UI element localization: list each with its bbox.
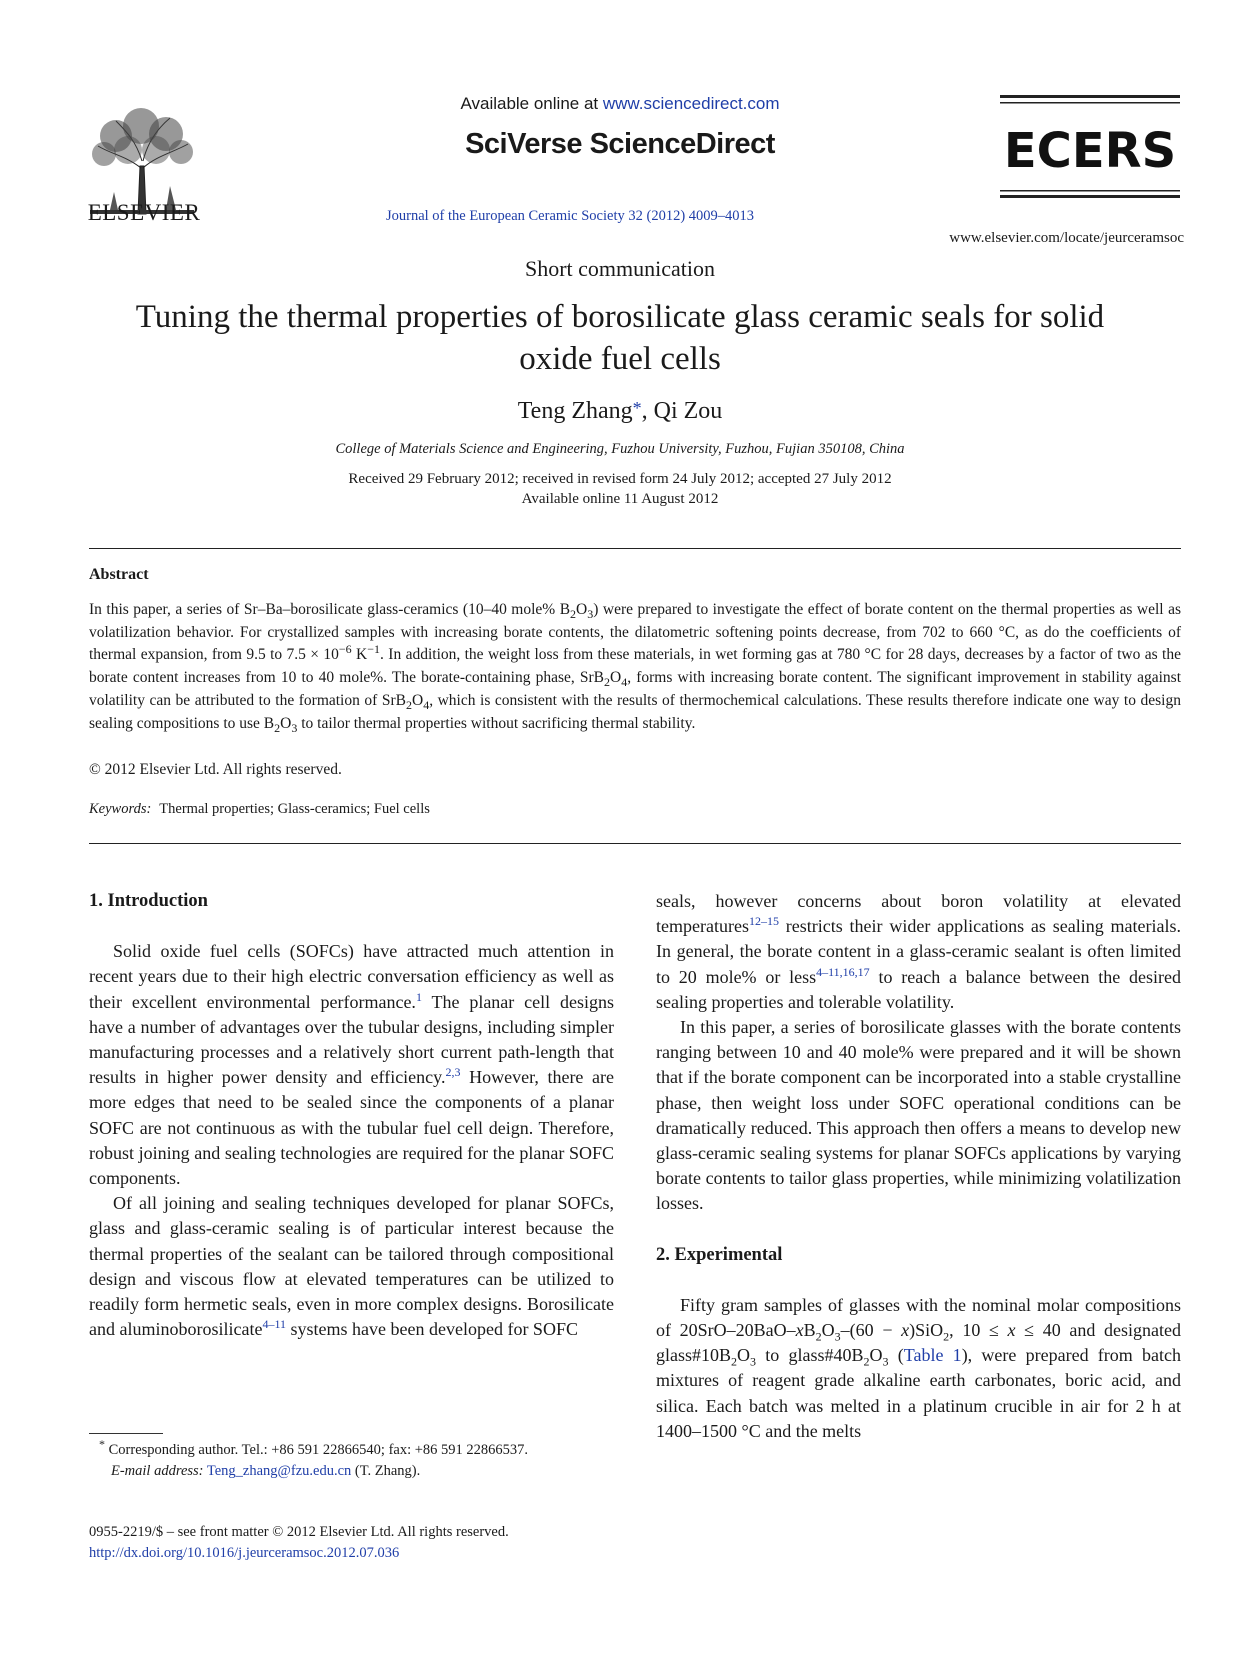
front-matter-info bbox=[89, 1522, 509, 1564]
received-dates: Received 29 February 2012; received in revised form 24 July 2012; accepted 27 July 2012 bbox=[348, 471, 892, 487]
keywords-label: Keywords: bbox=[89, 801, 152, 817]
sciencedirect-link[interactable]: www.sciencedirect.com bbox=[602, 94, 780, 113]
issn-line: 0955-2219/$ – see front matter © 2012 Elsevier Ltd. All rights reserved. bbox=[89, 1524, 509, 1540]
footnote-corresponding-text: Corresponding author. Tel.: +86 591 22866540; fax: +86 591 22866537. bbox=[108, 1442, 529, 1458]
author-list bbox=[0, 398, 1240, 425]
available-online-date: Available online 11 August 2012 bbox=[521, 491, 719, 507]
footnote-rule bbox=[89, 1433, 163, 1434]
doi-link[interactable]: http://dx.doi.org/10.1016/j.jeurceramsoc.2012.07.036 bbox=[89, 1545, 400, 1561]
article-type: Short communication bbox=[524, 256, 716, 281]
citation-link[interactable]: 12–15 bbox=[748, 914, 779, 929]
footnote-email-line bbox=[89, 1461, 629, 1482]
table-reference-link[interactable]: Table 1 bbox=[903, 1345, 962, 1366]
abstract-top-rule bbox=[89, 548, 1181, 549]
abstract-copyright: © 2012 Elsevier Ltd. All rights reserved. bbox=[89, 761, 342, 778]
ecers-journal-logo bbox=[1000, 95, 1180, 227]
intro-paragraph-3: In this paper, a series of borosilicate glasses with the borate contents ranging between 10 and 40 mole% were prepared and it will be shown that if the borate component can be incorporated into a stable crystalline phase, then weight loss under SOFC operational conditions can be dramatically reduced. This approach then offers a means to develop new glass-ceramic sealing systems for planar SOFCs applications by varying borate contents to tailor glass properties, while minimizing volatilization losses. bbox=[656, 1017, 1181, 1214]
ecers-logo-text: ECERS bbox=[1003, 123, 1177, 179]
author-affiliation: College of Materials Science and Engineering, Fuzhou University, Fuzhou, Fujian 350108, China bbox=[335, 441, 905, 457]
section-heading-experimental: 2. Experimental bbox=[656, 1244, 783, 1265]
left-column bbox=[89, 889, 614, 1342]
footnote-mark: * bbox=[99, 1437, 105, 1452]
article-title: Tuning the thermal properties of borosilicate glass ceramic seals for solid oxide fuel cells bbox=[135, 299, 1105, 377]
abstract-body: In this paper, a series of Sr–Ba–borosilicate glass-ceramics (10–40 mole% $B_2O_3$) were prepared to investigate the effect of borate content on the thermal properties as well as volatilization behavior. For crystallized samples with increasing borate contents, the dilatometric softening points decrease, from 702 to 660 °C, as do the coefficients of thermal expansion, from 9.5 to $7.5 \times 10^{-6}$ $K^{-1}$. In addition, the weight loss from these materials, in wet forming gas at 780 °C for 28 days, decreases by a factor of two as the borate content increases from 10 to 40 mole%. The borate-containing phase, $SrB_2O_4$, forms with increasing borate content. The significant improvement in stability against volatility can be attributed to the formation of $SrB_2O_4$, which is consistent with the results of thermochemical calculations. These results therefore indicate one way to design sealing compositions to use $B_2O_3$ to tailor thermal properties without sacrificing thermal stability. bbox=[89, 601, 1181, 735]
citation-link[interactable]: 4–11 bbox=[262, 1317, 287, 1332]
corresponding-author-footnote bbox=[89, 1437, 629, 1482]
email-label: E-mail address: bbox=[111, 1463, 204, 1479]
publisher-wordmark: ELSEVIER bbox=[87, 200, 201, 225]
citation-link[interactable]: 4–11,16,17 bbox=[816, 964, 870, 979]
experimental-paragraph-1: Fifty gram samples of glasses with the nominal molar compositions of $20SrO-20BaO-xB_2O_3-(60 - x)SiO_2$, 10 ≤ x ≤ 40 and designated $glass\#10B_2O_3$ to $glass\#40B_2O_3$ (Table 1), were prepared from batch mixtures of reagent grade alkaline earth carbonates, boric acid, and silica. Each batch was melted in a platinum crucible in air for 2 h at 1400–1500 °C and the melts bbox=[656, 1294, 1182, 1441]
journal-reference-text: Journal of the European Ceramic Society 32 (2012) 4009–4013 bbox=[385, 208, 755, 224]
author-name: Qi Zou bbox=[653, 398, 723, 424]
citation-link[interactable]: 2,3 bbox=[445, 1065, 461, 1080]
author-name: Teng Zhang bbox=[517, 398, 633, 424]
intro-paragraph-1: Solid oxide fuel cells (SOFCs) have attracted much attention in recent years due to their high electric conversation efficiency as well as their excellent environmental performance.$^1$ The planar cell designs have a number of advantages over the tubular designs, including simpler manufacturing processes and a relatively short current path-length that results in higher power density and efficiency.$^{2,3}$ However, there are more edges that need to be sealed since the components of a planar SOFC are not continuous as with the tubular fuel cell deign. Therefore, robust joining and sealing technologies are required for the planar SOFC components. bbox=[89, 941, 614, 1189]
journal-homepage-link[interactable]: www.elsevier.com/locate/jeurceramsoc bbox=[949, 230, 1184, 246]
footnote-contact bbox=[89, 1437, 629, 1461]
citation-link[interactable]: 1 bbox=[415, 989, 422, 1004]
right-column bbox=[656, 889, 1181, 1444]
author-email-link[interactable]: Teng_zhang@fzu.edu.cn bbox=[206, 1463, 352, 1479]
intro-paragraph-2: Of all joining and sealing techniques developed for planar SOFCs, glass and glass-ceramic sealing is of particular interest because the thermal properties of the sealant can be tailored through compositional design and viscous flow at elevated temperatures can be utilized to readily form hermetic seals, even in more complex designs. Borosilicate and aluminoborosilicate$^{4-11}$ systems have been developed for SOFC bbox=[89, 1193, 614, 1340]
email-suffix: (T. Zhang). bbox=[351, 1463, 421, 1479]
author-separator: , bbox=[641, 398, 654, 424]
available-online-label: Available online at bbox=[460, 94, 603, 113]
intro-paragraph-2-continued: seals, however concerns about boron volatility at elevated temperatures$^{12-15}$ restricts their wider applications as sealing materials. In general, the borate content in a glass-ceramic sealant is often limited to 20 mole% or less$^{4-11,16,17}$ to reach a balance between the desired sealing properties and tolerable volatility. bbox=[656, 891, 1181, 1012]
article-history bbox=[0, 469, 1240, 509]
platform-name: SciVerse ScienceDirect bbox=[465, 128, 775, 160]
abstract-bottom-rule bbox=[89, 843, 1181, 844]
abstract-heading: Abstract bbox=[89, 566, 149, 583]
keywords-line bbox=[89, 801, 430, 818]
keywords-list: Thermal properties; Glass-ceramics; Fuel cells bbox=[159, 801, 430, 817]
corresponding-author-mark[interactable]: * bbox=[632, 398, 642, 418]
section-heading-introduction: 1. Introduction bbox=[89, 891, 208, 911]
